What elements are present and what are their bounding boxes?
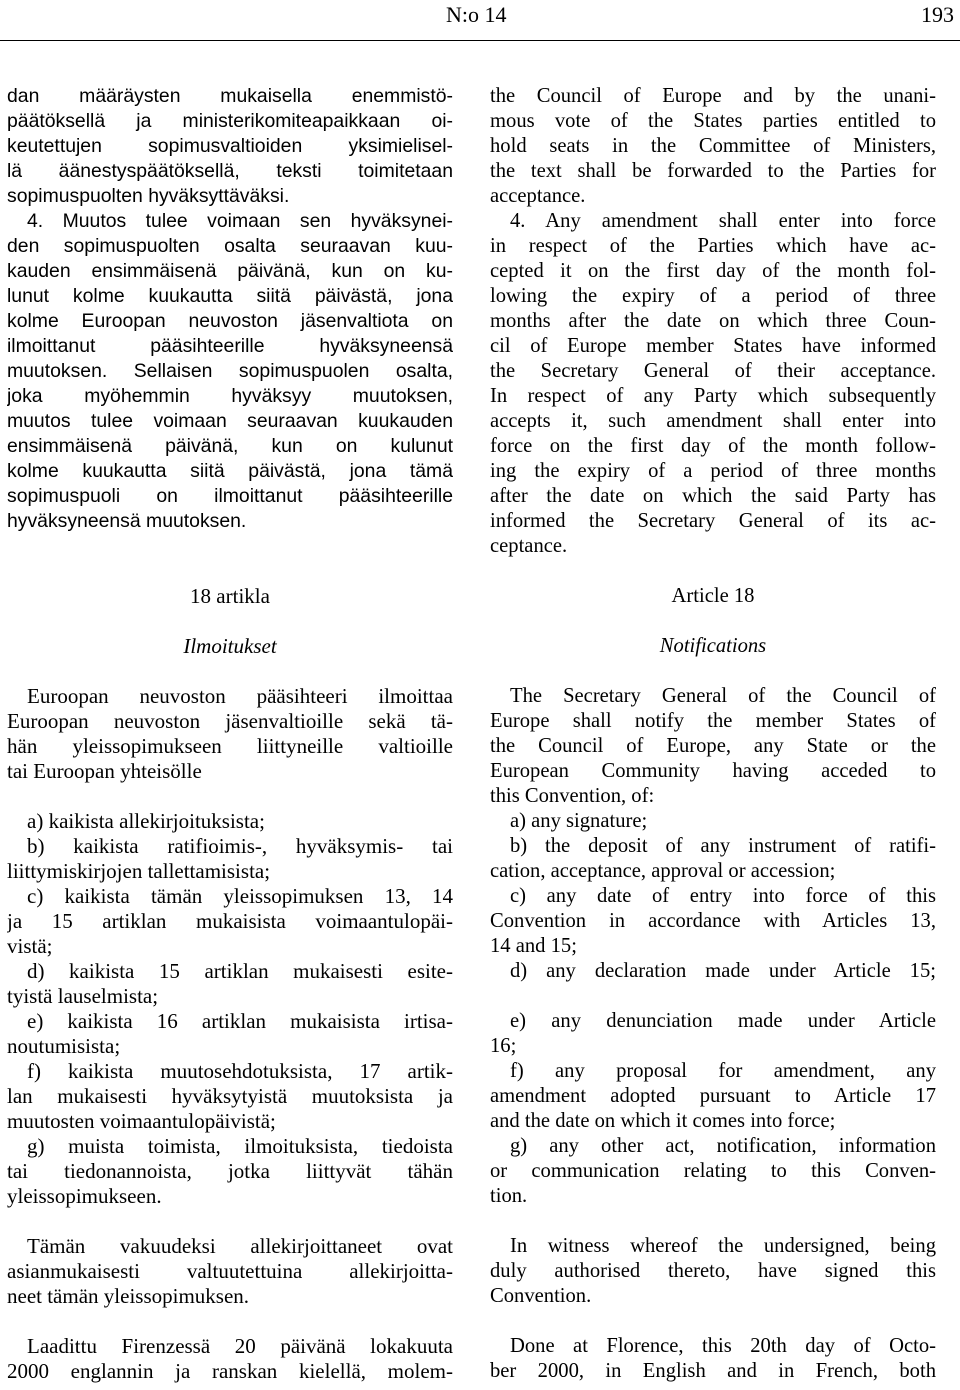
- list-item-f: [7, 1059, 453, 1134]
- text-line: b) the deposit of any instrument of ratifi-: [510, 835, 936, 857]
- text-line: den sopimuspuolten osalta seuraavan kuu-: [7, 235, 453, 257]
- text-line: Done at Florence, this 20th day of Octo-: [510, 1335, 936, 1357]
- list-item-d: [7, 959, 453, 1009]
- text-line: d) kaikista 15 artiklan mukaisesti esite-: [27, 959, 453, 983]
- text-line: c) kaikista tämän yleissopimuksen 13, 14: [27, 884, 453, 908]
- text-line: kolme Euroopan neuvoston jäsenvaltiota on: [7, 310, 453, 332]
- text-line: g) any other act, notification, information: [510, 1135, 936, 1157]
- witness-paragraph: [7, 1234, 453, 1309]
- page-header: [0, 0, 960, 36]
- text-line: cil of Europe member States have informed: [490, 335, 936, 357]
- text-line: ceptance.: [490, 535, 568, 557]
- text-line: In witness whereof the undersigned, being: [510, 1235, 936, 1257]
- text-line: joka myöhemmin hyväksyy muutoksen,: [7, 385, 453, 407]
- text-line: f) any proposal for amendment, any: [510, 1060, 936, 1082]
- witness-paragraph: [490, 1234, 936, 1309]
- text-line: noutumisista;: [7, 1034, 121, 1058]
- text-line: Euroopan neuvoston jäsenvaltioille sekä tä-: [7, 709, 453, 733]
- text-line: päätöksellä ja ministerikomiteapaikkaan oi-: [7, 110, 453, 132]
- text-line: accepts it, such amendment shall enter into: [490, 410, 936, 432]
- text-line: yleissopimukseen.: [7, 1184, 162, 1208]
- text-line: c) any date of entry into force of this: [510, 885, 936, 907]
- list-item-d: [490, 959, 936, 984]
- text-line: or communication relating to this Conven-: [490, 1160, 936, 1182]
- text-line: asianmukaisesti valtuutettuina allekirjoitta-: [7, 1259, 453, 1283]
- text-line: this Convention, of:: [490, 785, 655, 807]
- text-line: Euroopan neuvoston pääsihteeri ilmoittaa: [27, 684, 453, 708]
- list-item-b: [7, 834, 453, 884]
- text-line: informed the Secretary General of its ac-: [490, 510, 936, 532]
- text-line: neet tämän yleissopimuksen.: [7, 1284, 250, 1308]
- text-line: acceptance.: [490, 185, 586, 207]
- list-item-f: [490, 1059, 936, 1134]
- list-item-b: [490, 834, 936, 884]
- header-rule: [0, 40, 960, 41]
- text-line: a) any signature;: [510, 810, 648, 832]
- para-3-continued: [490, 84, 936, 209]
- text-line: a) kaikista allekirjoituksista;: [27, 809, 265, 833]
- article-title: Notifications: [659, 635, 767, 657]
- text-line: mous vote of the States parties entitled to: [490, 110, 936, 132]
- text-line: 4. Any amendment shall enter into force: [510, 210, 936, 232]
- text-line: Convention.: [490, 1285, 592, 1307]
- done-paragraph: [7, 1334, 453, 1384]
- text-line: In respect of any Party which subsequently: [490, 385, 936, 407]
- list-item-c: [7, 884, 453, 959]
- text-line: the text shall be forwarded to the Parties for: [490, 160, 936, 182]
- list-item-g: [7, 1134, 453, 1209]
- text-line: muutosten voimaantulopäivistä;: [7, 1109, 276, 1133]
- text-line: d) any declaration made under Article 15;: [510, 960, 936, 982]
- text-line: muutos tulee voimaan seuraavan kuukauden: [7, 410, 453, 432]
- text-line: ber 2000, in English and in French, both: [490, 1360, 936, 1382]
- text-line: hyväksyneensä muutoksen.: [7, 510, 247, 532]
- list-item-c: [490, 884, 936, 959]
- text-line: tyistä lauselmista;: [7, 984, 159, 1008]
- text-line: duly authorised thereto, have signed this: [490, 1260, 936, 1282]
- text-line: in respect of the Parties which have ac-: [490, 235, 936, 257]
- text-line: 2000 englannin ja ranskan kielellä, molem-: [7, 1359, 453, 1383]
- text-line: and the date on which it comes into force;: [490, 1110, 836, 1132]
- text-line: tai tiedonannoista, jotka liittyvät tähän: [7, 1159, 453, 1183]
- text-line: tion.: [490, 1185, 528, 1207]
- article-title: Ilmoitukset: [183, 634, 277, 658]
- text-line: dan määräysten mukaisella enemmistö-: [7, 85, 453, 107]
- text-line: force on the first day of the month follow-: [490, 435, 936, 457]
- text-line: vistä;: [7, 934, 53, 958]
- text-line: f) kaikista muutosehdotuksista, 17 artik-: [27, 1059, 453, 1083]
- finnish-column: [7, 84, 453, 1384]
- text-line: months after the date on which three Coun-: [490, 310, 936, 332]
- page-number: 193: [921, 2, 954, 27]
- para-3-continued: [7, 84, 453, 209]
- text-line: e) kaikista 16 artiklan mukaisista irtisa-: [27, 1009, 453, 1033]
- list-item-e: [7, 1009, 453, 1059]
- text-line: after the date on which the said Party has: [490, 485, 936, 507]
- text-line: sopimuspuolten hyväksyttäväksi.: [7, 185, 290, 207]
- text-line: hold seats in the Committee of Ministers,: [490, 135, 936, 157]
- text-line: e) any denunciation made under Article: [510, 1010, 936, 1032]
- text-line: cation, acceptance, approval or accession;: [490, 860, 836, 882]
- para-4: [490, 209, 936, 559]
- text-line: tai Euroopan yhteisölle: [7, 759, 202, 783]
- text-line: hän yleissopimukseen liittyneille valtioille: [7, 734, 453, 758]
- text-line: Convention in accordance with Articles 13,: [490, 910, 936, 932]
- text-line: ensimmäisenä päivänä, kun on kulunut: [7, 435, 453, 457]
- intro-paragraph: [490, 684, 936, 809]
- article-heading: Article 18: [671, 585, 755, 607]
- list-item-e: [490, 1009, 936, 1059]
- done-paragraph: [490, 1334, 936, 1384]
- list-item-a: [490, 809, 936, 834]
- text-line: The Secretary General of the Council of: [510, 685, 936, 707]
- text-line: Europe shall notify the member States of: [490, 710, 936, 732]
- text-line: liittymiskirjojen tallettamisista;: [7, 859, 271, 883]
- text-line: keutettujen sopimusvaltioiden yksimielisel-: [7, 135, 453, 157]
- text-line: Tämän vakuudeksi allekirjoittaneet ovat: [27, 1234, 453, 1258]
- list-item-a: [7, 809, 453, 834]
- text-line: 16;: [490, 1035, 517, 1057]
- text-line: Laadittu Firenzessä 20 päivänä lokakuuta: [27, 1334, 453, 1358]
- text-line: amendment adopted pursuant to Article 17: [490, 1085, 936, 1107]
- text-line: lunut kolme kuukautta siitä päivästä, jona: [7, 285, 453, 307]
- text-line: sopimuspuoli on ilmoittanut pääsihteerille: [7, 485, 453, 507]
- text-line: lä äänestyspäätöksellä, teksti toimitetaan: [7, 160, 453, 182]
- text-line: 14 and 15;: [490, 935, 577, 957]
- text-line: muutoksen. Sellaisen sopimuspuolen osalta,: [7, 360, 453, 382]
- intro-paragraph: [7, 684, 453, 784]
- text-line: cepted it on the first day of the month fol-: [490, 260, 936, 282]
- text-line: ja 15 artiklan mukaisista voimaantulopäi-: [7, 909, 453, 933]
- list-item-g: [490, 1134, 936, 1209]
- english-column: [490, 84, 936, 1384]
- text-line: lowing the expiry of a period of three: [490, 285, 936, 307]
- text-line: the Secretary General of their acceptance.: [490, 360, 936, 382]
- para-4: [7, 209, 453, 534]
- text-line: g) muista toimista, ilmoituksista, tiedoista: [27, 1134, 453, 1158]
- article-heading: 18 artikla: [190, 584, 270, 608]
- text-line: lan mukaisesti hyväksytyistä muutoksista ja: [7, 1084, 453, 1108]
- text-line: ilmoittanut pääsihteerille hyväksyneensä: [7, 335, 453, 357]
- issue-number: N:o 14: [446, 2, 507, 27]
- text-line: ing the expiry of a period of three months: [490, 460, 936, 482]
- text-line: kolme kuukautta siitä päivästä, jona tämä: [7, 460, 453, 482]
- text-line: the Council of Europe and by the unani-: [490, 85, 936, 107]
- text-line: European Community having acceded to: [490, 760, 936, 782]
- text-line: the Council of Europe, any State or the: [490, 735, 936, 757]
- text-line: 4. Muutos tulee voimaan sen hyväksynei-: [27, 210, 453, 232]
- text-line: kauden ensimmäisenä päivänä, kun on ku-: [7, 260, 453, 282]
- text-line: b) kaikista ratifioimis-, hyväksymis- tai: [27, 834, 453, 858]
